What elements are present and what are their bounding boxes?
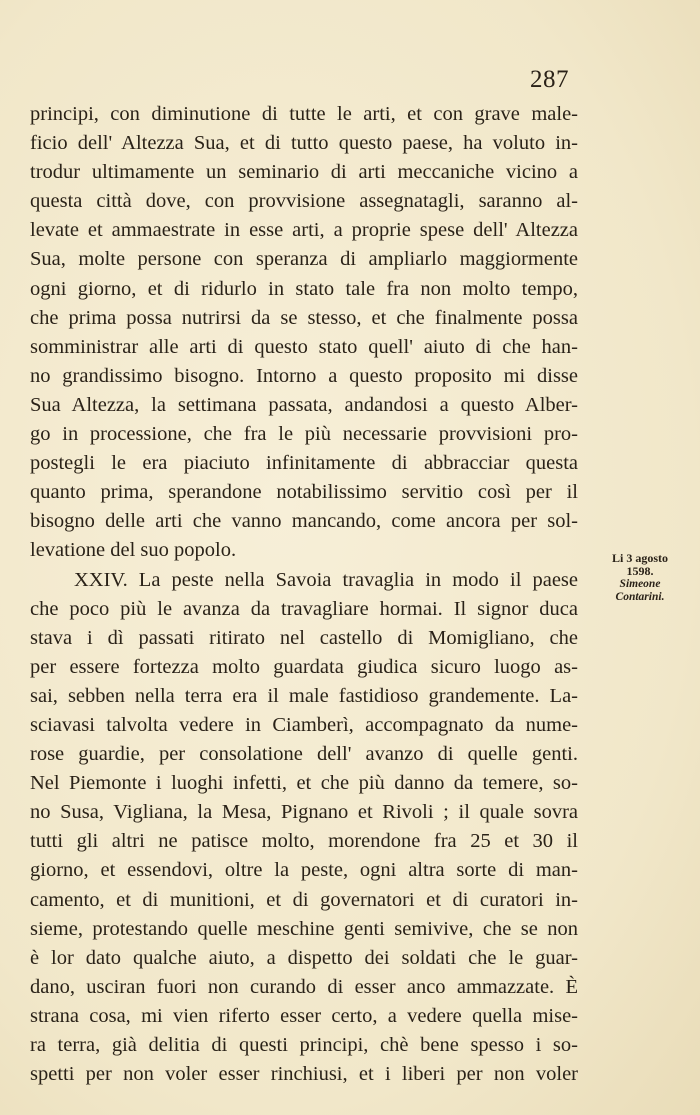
text-line: stava i dì passati ritirato nel castello di Momigliano, che: [30, 626, 578, 649]
body-text: [30, 100, 578, 1089]
text-line: ra terra, già delitia di questi principi, chè bene spesso i so-: [30, 1034, 578, 1056]
text-line: no grandissimo bisogno. Intorno a questo proposito mi disse: [30, 364, 578, 387]
text-line: tutti gli altri ne patisce molto, morendone fra 25 et 30 il: [30, 830, 578, 853]
text-line: Sua, molte persone con speranza di ampliarlo maggiormente: [30, 248, 578, 271]
paragraph-end-line: levatione del suo popolo.: [30, 539, 237, 562]
text-line: sai, sebben nella terra era il male fastidioso grandemente. La-: [30, 684, 578, 707]
text-line: sieme, protestando quelle meschine genti semivive, che se non: [30, 917, 578, 940]
text-line: spetti per non voler esser rinchiusi, et i liberi per non voler: [30, 1063, 578, 1086]
text-line: principi, con diminutione di tutte le arti, et con grave male-: [30, 103, 578, 125]
text-line: Nel Piemonte i luoghi infetti, et che più danno da temere, so-: [30, 772, 578, 795]
text-line: postegli le era piaciuto infinitamente di abbracciar questa: [30, 452, 578, 475]
text-line: è lor dato qualche aiuto, a dispetto dei soldati che le guar-: [30, 946, 578, 969]
margin-note: [584, 552, 696, 604]
section-start-line: XXIV. La peste nella Savoia travaglia in modo il paese: [74, 568, 578, 591]
text-line: sciavasi talvolta vedere in Ciamberì, accompagnato da nume-: [30, 713, 578, 736]
margin-note-surname: Contarini.: [615, 591, 665, 603]
text-line: che poco più le avanza da travagliare hormai. Il signor duca: [30, 597, 578, 620]
margin-note-year: 1598.: [626, 564, 654, 578]
margin-note-date: Li 3 agosto: [611, 551, 668, 565]
margin-note-name: Simeone: [619, 578, 661, 590]
text-line: ogni giorno, et di ridurlo in stato tale fra non molto tempo,: [30, 277, 578, 300]
text-line: strana cosa, mi vien riferto esser certo, a vedere quella mise-: [30, 1004, 578, 1027]
text-line: bisogno delle arti che vanno mancando, come ancora per sol-: [30, 510, 578, 533]
page-number: 287: [530, 66, 569, 93]
text-line: che prima possa nutrirsi da se stesso, et che finalmente possa: [30, 306, 578, 329]
text-line: dano, usciran fuori non curando di esser anco ammazzate. È: [30, 975, 578, 998]
text-line: rose guardie, per consolatione dell' avanzo di quelle genti.: [30, 743, 578, 766]
text-line: Sua Altezza, la settimana passata, andandosi a questo Alber-: [30, 393, 578, 416]
text-line: camento, et di munitioni, et di governatori et di curatori in-: [30, 888, 578, 911]
text-line: levate et ammaestrate in esse arti, a proprie spese dell' Altezza: [30, 219, 578, 242]
text-line: per essere fortezza molto guardata giudica sicuro luogo as-: [30, 655, 578, 678]
text-line: trodur ultimamente un seminario di arti meccaniche vicino a: [30, 161, 578, 184]
text-line: no Susa, Vigliana, la Mesa, Pignano et Rivoli ; il quale sovra: [30, 801, 578, 824]
text-line: ficio dell' Altezza Sua, et di tutto questo paese, ha voluto in-: [30, 132, 578, 155]
text-line: questa città dove, con provvisione assegnatagli, saranno al-: [30, 190, 578, 213]
text-line: somministrar alle arti di questo stato quell' aiuto di che han-: [30, 335, 578, 358]
text-line: go in processione, che fra le più necessarie provvisioni pro-: [30, 423, 578, 446]
text-line: quanto prima, sperandone notabilissimo servitio così per il: [30, 481, 578, 504]
text-line: giorno, et essendovi, oltre la peste, ogni altra sorte di man-: [30, 859, 578, 882]
